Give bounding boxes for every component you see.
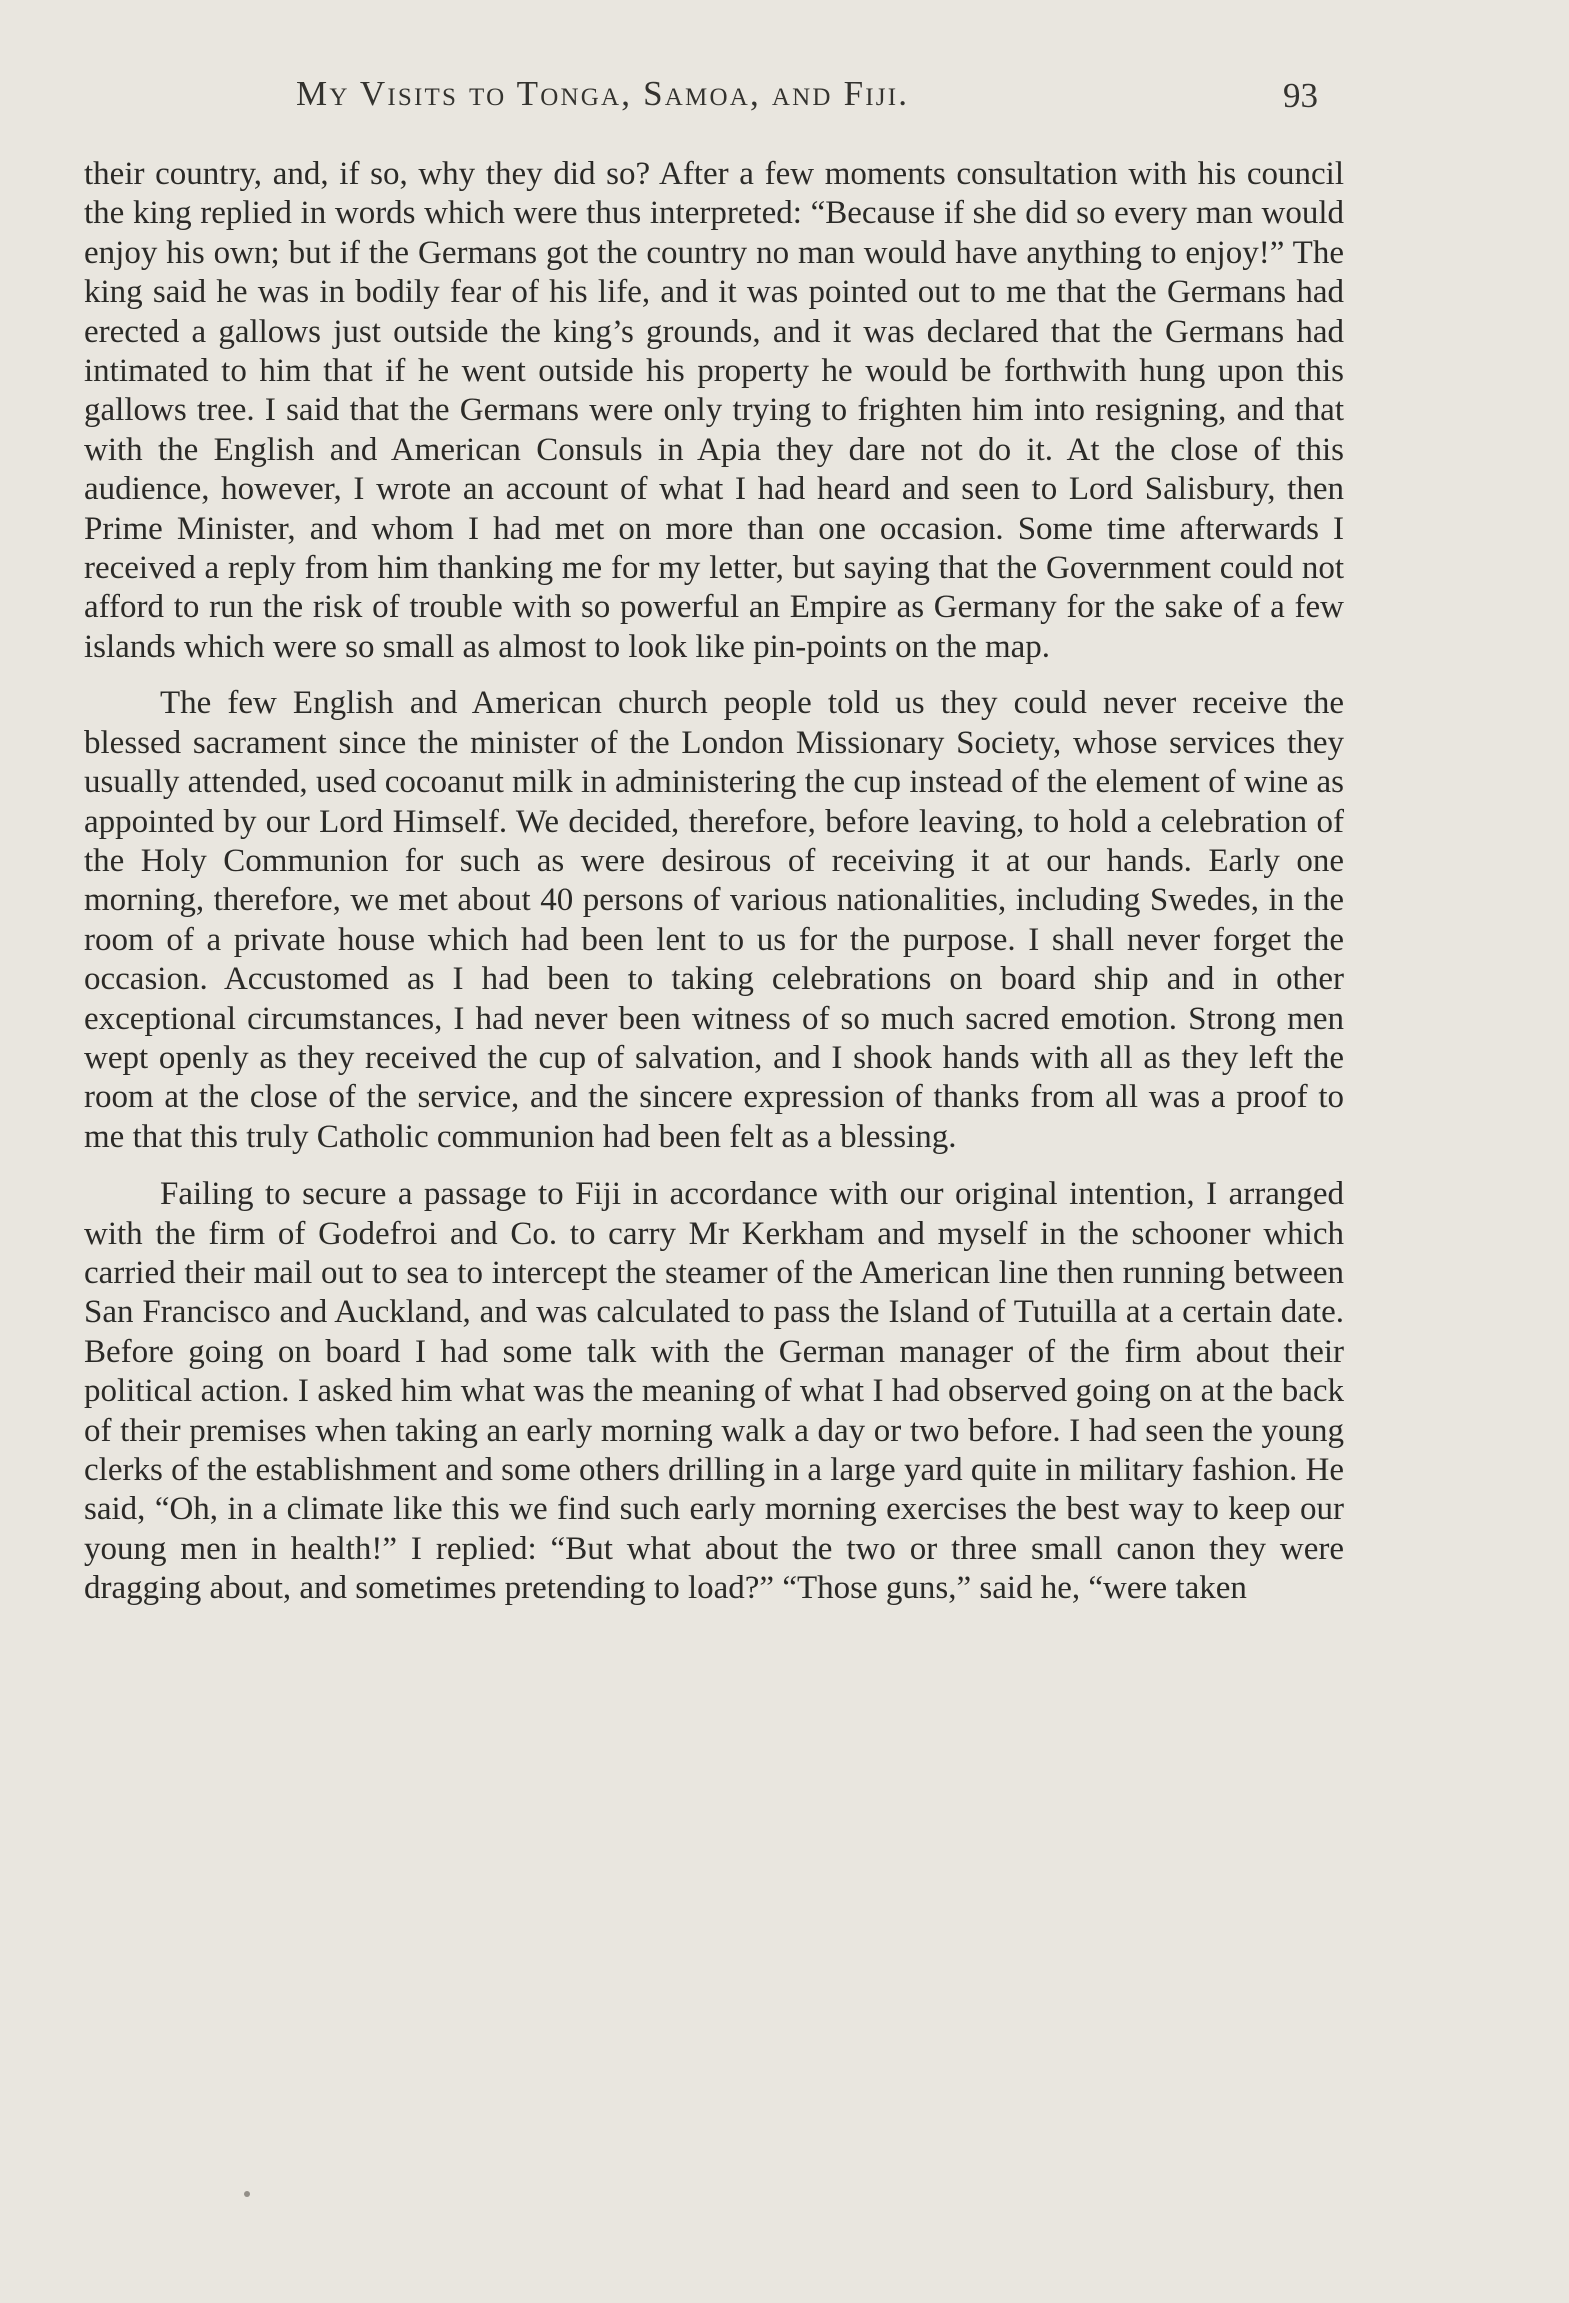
- page-number: 93: [1283, 76, 1318, 115]
- paragraph-2: The few English and American church people told us they could never receive the blessed sacrament since the minister of the London Missionary Society, whose services they usually attended, used cocoanut milk in administering the cup instead of the element of wine as appointed by our Lord Himself. We decided, therefore, before leaving, to hold a celebration of the Holy Communion for such as were desirous of receiving it at our hands. Early one morning, therefore, we met about 40 persons of various nationalities, including Swedes, in the room of a private house which had been lent to us for the purpose. I shall never forget the occasion. Accustomed as I had been to taking celebrations on board ship and in other exceptional circumstances, I had never been witness of so much sacred emotion. Strong men wept openly as they received the cup of salvation, and I shook hands with all as they left the room at the close of the service, and the sincere expression of thanks from all was a proof to me that this truly Catholic communion had been felt as a blessing.: [84, 685, 1344, 1155]
- paper-speck: [244, 2191, 250, 2197]
- running-head: [0, 74, 1569, 124]
- paragraph-3: Failing to secure a passage to Fiji in accordance with our original intention, I arranged with the firm of Godefroi and Co. to carry Mr Kerkham and myself in the schooner which carried their mail out to sea to intercept the steamer of the American line then running between San Francisco and Auckland, and was calculated to pass the Island of Tutuilla at a certain date. Before going on board I had some talk with the German manager of the firm about their political action. I asked him what was the meaning of what I had observed going on at the back of their premises when taking an early morning walk a day or two before. I had seen the young clerks of the establishment and some others drilling in a large yard quite in military fashion. He said, “Oh, in a climate like this we find such early morning exercises the best way to keep our young men in health!” I replied: “But what about the two or three small canon they were dragging about, and sometimes pretending to load?” “Those guns,” said he, “were taken: [84, 1176, 1344, 1607]
- running-title: My Visits to Tonga, Samoa, and Fiji.: [296, 74, 910, 113]
- body-text: [84, 155, 1344, 1609]
- paragraph-1: their country, and, if so, why they did so? After a few moments consultation with his council the king replied in words which were thus interpreted: “Because if she did so every man would enjoy his own; but if the Germans got the country no man would have anything to enjoy!” The king said he was in bodily fear of his life, and it was pointed out to me that the Germans had erected a gallows just outside the king’s grounds, and it was declared that the Germans had intimated to him that if he went outside his property he would be forthwith hung upon this gallows tree. I said that the Germans were only trying to frighten him into resigning, and that with the English and American Consuls in Apia they dare not do it. At the close of this audience, however, I wrote an account of what I had heard and seen to Lord Salisbury, then Prime Minister, and whom I had met on more than one occasion. Some time afterwards I received a reply from him thanking me for my letter, but saying that the Government could not afford to run the risk of trouble with so powerful an Empire as Germany for the sake of a few islands which were so small as almost to look like pin-points on the map.: [84, 156, 1344, 665]
